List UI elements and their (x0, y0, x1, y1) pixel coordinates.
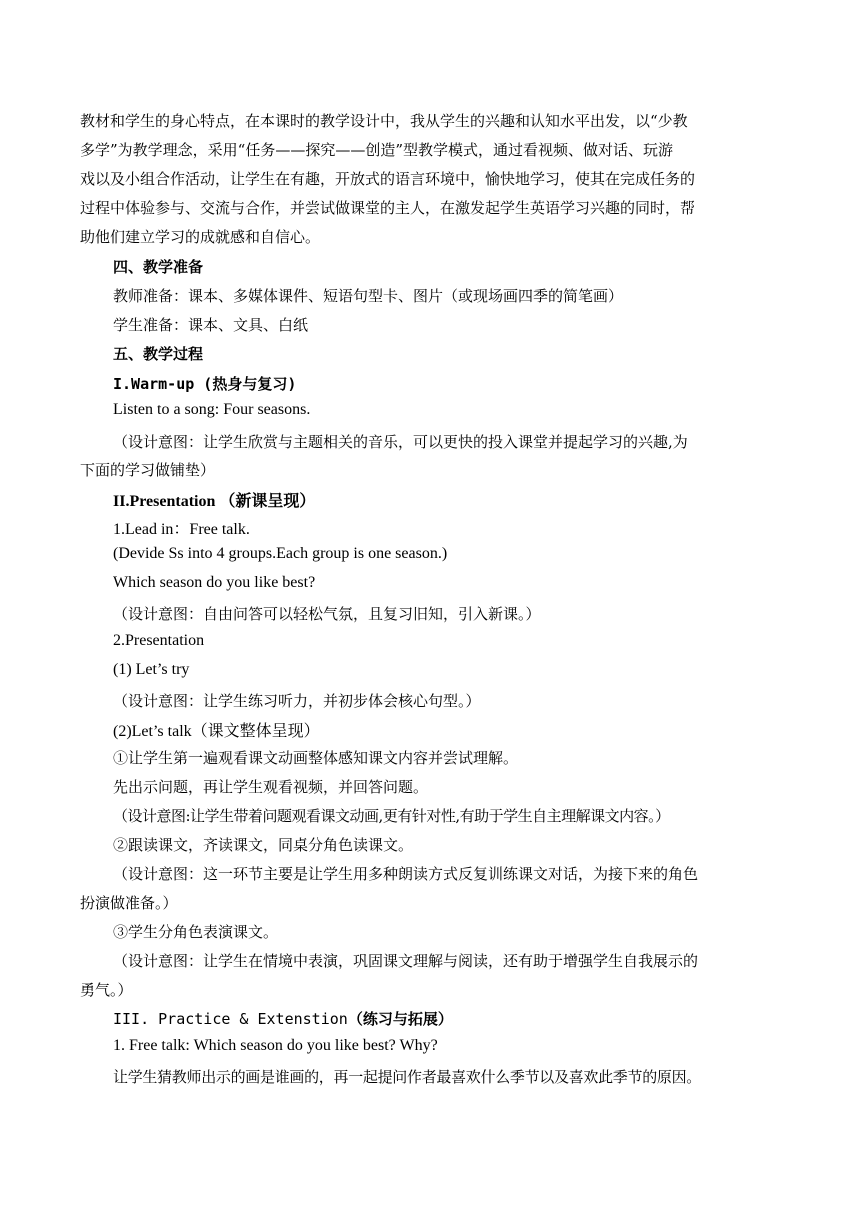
warmup-song: Listen to a song: Four seasons. (113, 401, 311, 418)
practice-heading-en: III. Practice & Extenstion (113, 1010, 348, 1028)
season-question: Which season do you like best? (113, 574, 316, 591)
prep-heading: 四、教学准备 (113, 258, 204, 276)
practice-heading (113, 1008, 453, 1029)
practice-heading-cn: （练习与拓展） (347, 1010, 453, 1028)
warmup-intent-line-1: （设计意图：让学生欣赏与主题相关的音乐，可以更快的投入课堂并提起学习的兴趣,为 (113, 433, 688, 451)
intro-line-3: 戏以及小组合作活动，让学生在有趣，开放式的语言环境中，愉快地学习，使其在完成任务的 (80, 170, 696, 188)
step-1: ①让学生第一遍观看课文动画整体感知课文内容并尝试理解。 (113, 749, 519, 767)
process-heading: 五、教学过程 (113, 345, 204, 363)
practice-item-1-desc: 让学生猜教师出示的画是谁画的，再一起提问作者最喜欢什么季节以及喜欢此季节的原因。 (113, 1068, 702, 1086)
presentation-heading: II.Presentation （新课呈现） (113, 493, 316, 510)
presentation-intent-4-line-1: （设计意图：这一环节主要是让学生用多种朗读方式反复训练课文对话，为接下来的角色 (113, 865, 699, 883)
warmup-heading: I.Warm-up (热身与复习) (113, 375, 297, 393)
presentation-subheading: 2.Presentation (113, 632, 205, 649)
lets-talk: (2)Let’s talk（课文整体呈现） (113, 723, 320, 740)
presentation-intent-5-line-2: 勇气。） (80, 981, 133, 999)
warmup-intent-line-2: 下面的学习做铺垫） (80, 461, 216, 479)
intro-line-4: 过程中体验参与、交流与合作，并尝试做课堂的主人，在激发起学生英语学习兴趣的同时，帮 (80, 199, 696, 217)
presentation-intent-4-line-2: 扮演做准备。） (80, 894, 178, 912)
groups-note: (Devide Ss into 4 groups.Each group is one season.) (113, 545, 448, 562)
step-3: ③学生分角色表演课文。 (113, 923, 279, 941)
intro-line-5: 助他们建立学习的成就感和自信心。 (80, 228, 321, 246)
presentation-intent-1: （设计意图：自由问答可以轻松气氛，且复习旧知，引入新课。） (113, 605, 541, 623)
lets-try: (1) Let’s try (113, 661, 190, 678)
practice-item-1: 1. Free talk: Which season do you like best? Why? (113, 1037, 438, 1054)
prep-student: 学生准备：课本、文具、白纸 (113, 316, 309, 334)
intro-line-1: 教材和学生的身心特点，在本课时的教学设计中，我从学生的兴趣和认知水平出发，以“少教 (80, 112, 688, 130)
prep-teacher: 教师准备：课本、多媒体课件、短语句型卡、图片（或现场画四季的简笔画） (113, 287, 624, 305)
step-1b: 先出示问题，再让学生观看视频，并回答问题。 (113, 778, 429, 796)
presentation-intent-2: （设计意图：让学生练习听力，并初步体会核心句型。） (113, 692, 481, 710)
presentation-intent-3: （设计意图:让学生带着问题观看课文动画,更有针对性,有助于学生自主理解课文内容。） (113, 807, 670, 825)
presentation-intent-5-line-1: （设计意图：让学生在情境中表演，巩固课文理解与阅读，还有助于增强学生自我展示的 (113, 952, 699, 970)
intro-line-2: 多学”为教学理念，采用“任务——探究——创造”型教学模式，通过看视频、做对话、玩游 (80, 141, 674, 159)
lead-in: 1.Lead in：Free talk. (113, 521, 250, 538)
step-2: ②跟读课文，齐读课文，同桌分角色读课文。 (113, 836, 414, 854)
